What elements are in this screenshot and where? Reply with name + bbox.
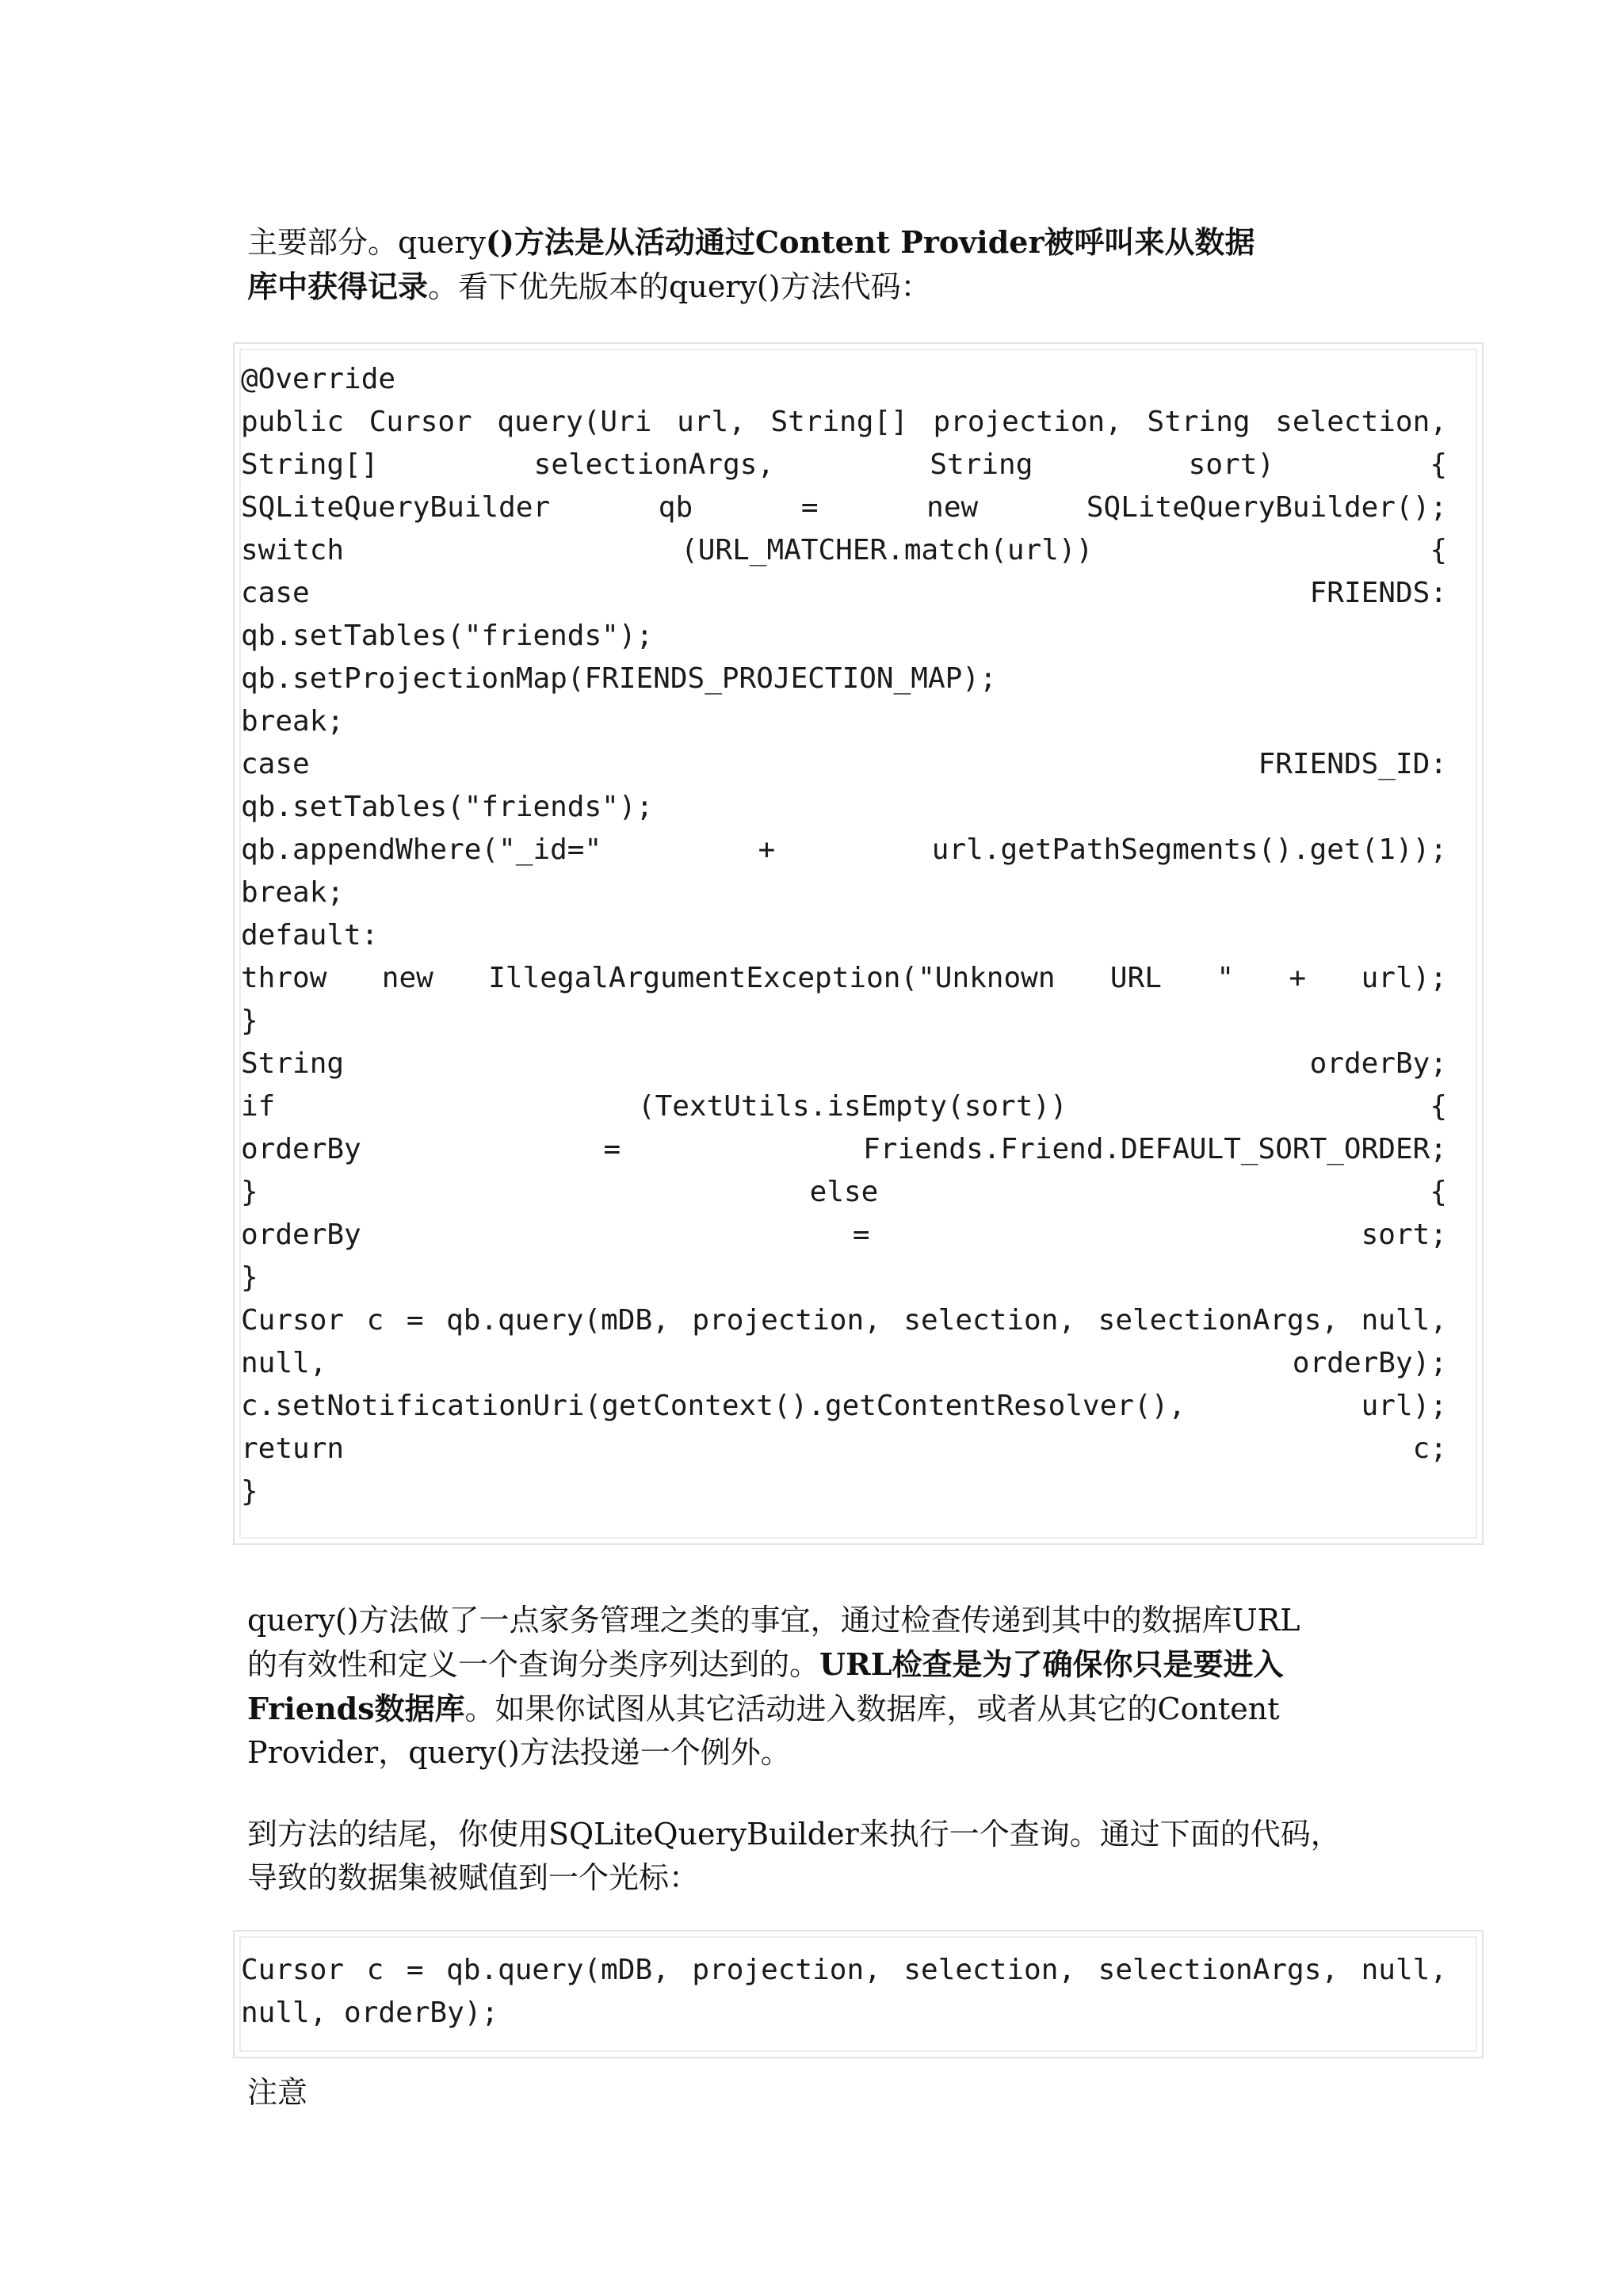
code-token: new xyxy=(381,962,433,994)
code-token: { xyxy=(1430,1176,1447,1208)
code-token: qb.setProjectionMap(FRIENDS_PROJECTION_MAP); xyxy=(241,662,997,695)
note-label xyxy=(247,2071,1404,2115)
code-token: new xyxy=(926,491,979,524)
paragraph-2-line-4: Provider，query()方法投递一个例外。 xyxy=(247,1735,791,1770)
paragraph-2-line-3b: 。如果你试图从其它活动进入数据库，或者从其它的Content xyxy=(464,1691,1280,1726)
code-token: qb xyxy=(658,491,693,524)
code-line xyxy=(241,1171,1447,1214)
code-line xyxy=(241,529,1447,572)
code-token: } xyxy=(241,1475,258,1508)
code-token: else xyxy=(809,1176,879,1208)
code-token: if xyxy=(241,1090,276,1123)
code-line xyxy=(241,1342,1447,1385)
paragraph-3 xyxy=(247,1813,1404,1900)
code-token: String[] xyxy=(770,406,908,438)
code-token: IllegalArgumentException("Unknown xyxy=(488,962,1056,994)
code-token: selection, xyxy=(903,1954,1076,1986)
paragraph-2 xyxy=(247,1599,1404,1775)
code-token: qb.query(mDB, xyxy=(446,1954,670,1986)
code-token: c; xyxy=(1412,1432,1447,1465)
code-line xyxy=(241,1470,1447,1513)
paragraph-2-line-2a: 的有效性和定义一个查询分类序列达到的。 xyxy=(247,1647,820,1682)
code-token: c xyxy=(366,1304,384,1337)
code-token: = xyxy=(852,1219,870,1251)
code-token: = xyxy=(406,1304,424,1337)
code-line xyxy=(241,871,1447,914)
code-line xyxy=(241,1428,1447,1470)
code-token: selectionArgs, xyxy=(1098,1304,1339,1337)
code-line xyxy=(241,786,1447,829)
code-token: sort) xyxy=(1188,448,1275,481)
code-token: Friends.Friend.DEFAULT_SORT_ORDER; xyxy=(863,1133,1447,1165)
code-token: String xyxy=(1147,406,1251,438)
code-token: projection, xyxy=(692,1954,881,1986)
code-token: projection, xyxy=(933,406,1122,438)
code-token: qb.setTables("friends"); xyxy=(241,791,654,823)
code-line xyxy=(241,1257,1447,1299)
code-token: } xyxy=(241,1261,258,1294)
code-token: (URL_MATCHER.match(url)) xyxy=(681,534,1094,566)
code-token: SQLiteQueryBuilder xyxy=(241,491,551,524)
code-token: @Override xyxy=(241,363,396,395)
code-token: " xyxy=(1216,962,1235,994)
note-label-text: 注意 xyxy=(247,2075,308,2110)
code-token: null, xyxy=(241,1347,327,1379)
code-token: url); xyxy=(1361,962,1447,994)
code-token: Cursor xyxy=(241,1304,345,1337)
code-token: sort; xyxy=(1361,1219,1447,1251)
code-line xyxy=(241,1299,1447,1342)
code-line xyxy=(241,358,1447,401)
code-token: URL xyxy=(1109,962,1162,994)
code-line xyxy=(241,829,1447,871)
code-token: selection, xyxy=(903,1304,1076,1337)
code-token: throw xyxy=(241,962,327,994)
paragraph-3-line-1: 到方法的结尾，你使用SQLiteQueryBuilder来执行一个查询。通过下面的代码， xyxy=(247,1817,1341,1852)
paragraph-3-line-2: 导致的数据集被赋值到一个光标： xyxy=(247,1860,700,1895)
code-token: SQLiteQueryBuilder(); xyxy=(1086,491,1447,524)
code-line xyxy=(241,615,1447,658)
code-token: null, orderBy); xyxy=(241,1997,499,2029)
code-token: null, xyxy=(1361,1954,1447,1986)
code-token: { xyxy=(1430,534,1447,566)
code-token: switch xyxy=(241,534,345,566)
code-line xyxy=(241,486,1447,529)
code-token: String[] xyxy=(241,448,379,481)
code-token: url, xyxy=(677,406,746,438)
intro-text-2a: 库中获得记录 xyxy=(247,269,429,304)
intro-text-1b: ()方法是从活动通过Content Provider被呼叫来从数据 xyxy=(485,224,1255,260)
paragraph-2-line-3a: Friends数据库 xyxy=(247,1691,465,1726)
code-token: case xyxy=(241,577,310,609)
code-line xyxy=(241,1949,1447,1992)
code-token: default: xyxy=(241,919,379,952)
code-line xyxy=(241,401,1447,444)
code-token: public xyxy=(241,406,345,438)
code-line xyxy=(241,914,1447,957)
code-line xyxy=(241,1992,1447,2035)
code-token: Cursor xyxy=(369,406,472,438)
code-token: c.setNotificationUri(getContext().getContentResolver(), xyxy=(241,1390,1186,1422)
code-token: null, xyxy=(1361,1304,1447,1337)
code-token: selectionArgs, xyxy=(533,448,775,481)
code-token: selectionArgs, xyxy=(1098,1954,1339,1986)
code-block-2 xyxy=(241,1949,1447,2035)
code-token: break; xyxy=(241,876,345,909)
code-line xyxy=(241,700,1447,743)
code-token: Cursor xyxy=(241,1954,345,1986)
code-token: orderBy; xyxy=(1309,1047,1447,1080)
code-line xyxy=(241,444,1447,486)
paragraph-2-line-1: query()方法做了一点家务管理之类的事宜，通过检查传递到其中的数据库URL xyxy=(247,1603,1300,1638)
code-block-1 xyxy=(241,358,1447,1513)
code-token: url); xyxy=(1361,1390,1447,1422)
code-token: + xyxy=(1289,962,1307,994)
code-token: qb.query(mDB, xyxy=(446,1304,670,1337)
code-token: projection, xyxy=(692,1304,881,1337)
code-token: orderBy xyxy=(241,1219,361,1251)
code-line xyxy=(241,1385,1447,1428)
code-token: query(Uri xyxy=(497,406,652,438)
code-token: url.getPathSegments().get(1)); xyxy=(931,833,1447,866)
code-line xyxy=(241,1043,1447,1085)
intro-text-2b: 。看下优先版本的query()方法代码： xyxy=(428,269,931,304)
code-line xyxy=(241,572,1447,615)
code-token: = xyxy=(603,1133,621,1165)
code-token: orderBy xyxy=(241,1133,361,1165)
code-token: { xyxy=(1430,1090,1447,1123)
code-token: c xyxy=(366,1954,384,1986)
code-token: String xyxy=(241,1047,345,1080)
code-token: qb.setTables("friends"); xyxy=(241,620,654,652)
code-line xyxy=(241,743,1447,786)
code-line xyxy=(241,1214,1447,1257)
code-token: qb.appendWhere("_id=" xyxy=(241,833,602,866)
code-token: return xyxy=(241,1432,345,1465)
code-token: selection, xyxy=(1275,406,1447,438)
code-token: } xyxy=(241,1176,258,1208)
code-token: = xyxy=(406,1954,424,1986)
code-token: + xyxy=(758,833,776,866)
intro-text-1a: 主要部分。query xyxy=(247,225,486,260)
code-line xyxy=(241,658,1447,700)
code-line xyxy=(241,1000,1447,1043)
code-token: } xyxy=(241,1005,258,1037)
intro-paragraph xyxy=(247,220,1404,309)
code-line xyxy=(241,957,1447,1000)
code-line xyxy=(241,1128,1447,1171)
code-token: break; xyxy=(241,705,345,738)
code-token: orderBy); xyxy=(1292,1347,1447,1379)
code-token: String xyxy=(930,448,1033,481)
code-token: = xyxy=(800,491,819,524)
code-token: FRIENDS: xyxy=(1309,577,1447,609)
code-token: { xyxy=(1430,448,1447,481)
code-token: FRIENDS_ID: xyxy=(1258,748,1447,780)
code-token: (TextUtils.isEmpty(sort)) xyxy=(637,1090,1067,1123)
paragraph-2-line-2b: URL检查是为了确保你只是要进入 xyxy=(819,1646,1284,1682)
code-token: case xyxy=(241,748,310,780)
code-line xyxy=(241,1085,1447,1128)
